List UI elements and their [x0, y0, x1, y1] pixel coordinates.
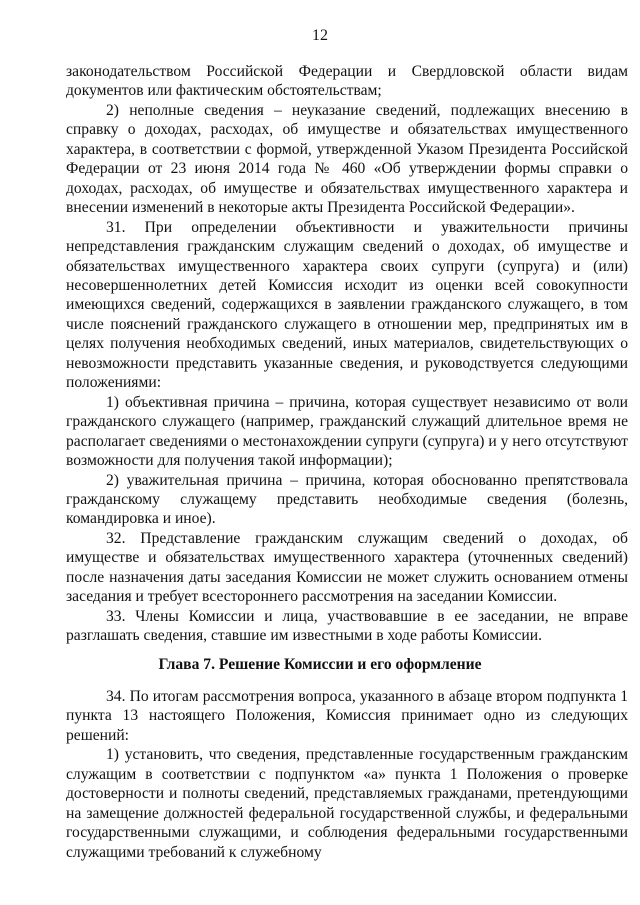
paragraph-34: 34. По итогам рассмотрения вопроса, указанного в абзаце втором подпункта 1 пункта 13 настоящего Положения, Комиссия принимает одно из следующих решений: — [66, 688, 628, 744]
chapter-heading: Глава 7. Решение Комиссии и его оформление — [158, 656, 482, 673]
paragraph-33: 33. Члены Комиссии и лица, участвовавшие в ее заседании, не вправе разглашать сведения, ставшие им известными в ходе работы Комиссии. — [66, 607, 628, 645]
paragraph-valid-reason: 2) уважительная причина – причина, которая обоснованно препятствовала гражданскому служащему представить необходимые сведения (болезнь, командировка и иное). — [66, 471, 628, 528]
paragraph-decision-1: 1) установить, что сведения, представленные государственным гражданским служащим в соответствии с подпунктом «а» пункта 1 Положения о проверке достоверности и полноты сведений, представляемых гражданами, претендующими на замещение должностей федеральной государственной службы, и федеральными государственными служащими, и соблюдения федеральными государственными служащими требований к служебному — [66, 746, 628, 861]
paragraph-continuation: законодательством Российской Федерации и Свердловской области видам документов или фактическим обстоятельствам; — [66, 63, 628, 100]
paragraph-item-2-incomplete: 2) неполные сведения – неуказание сведений, подлежащих внесению в справку о доходах, расходах, об имуществе и обязательствах имущественного характера, в соответствии с формой, утвержденной Указом Президента Российской Федерации от 23 июня 2014 года № 460 «Об утверждении формы справки о доходах, расходах, об имуществе и обязательствах имущественного характера и внесении изменений в некоторые акты Президента Российской Федерации». — [66, 101, 628, 217]
paragraph-32: 32. Представление гражданским служащим сведений о доходах, об имуществе и обязательствах имущественного характера (уточненных сведений) после назначения даты заседания Комиссии не может служить основанием отмены заседания и требует всестороннего рассмотрения на заседании Комиссии. — [66, 529, 628, 606]
paragraph-objective-reason: 1) объективная причина – причина, которая существует независимо от воли гражданского служащего (например, гражданский служащий длительное время не располагает сведениями о местонахождении супруги (супруга) и у него отсутствуют возможности для получения такой информации); — [66, 393, 628, 470]
text-block-after-heading — [66, 687, 628, 862]
text-block-before-heading — [66, 62, 628, 646]
page-number: 12 — [312, 27, 328, 44]
paragraph-31: 31. При определении объективности и уважительности причины непредставления гражданским служащим сведений о доходах, об имуществе и обязательствах имущественного характера своих супруги (супруга) и (или) несовершеннолетних детей Комиссия исходит из оценки всей совокупности имеющихся сведений, содержащихся в заявлении гражданского служащего, в том числе пояснений гражданского служащего в отношении мер, предпринятых им в целях получения необходимых сведений, иных материалов, свидетельствующих о невозможности представить указанные сведения, и руководствуется следующими положениями: — [66, 218, 628, 392]
